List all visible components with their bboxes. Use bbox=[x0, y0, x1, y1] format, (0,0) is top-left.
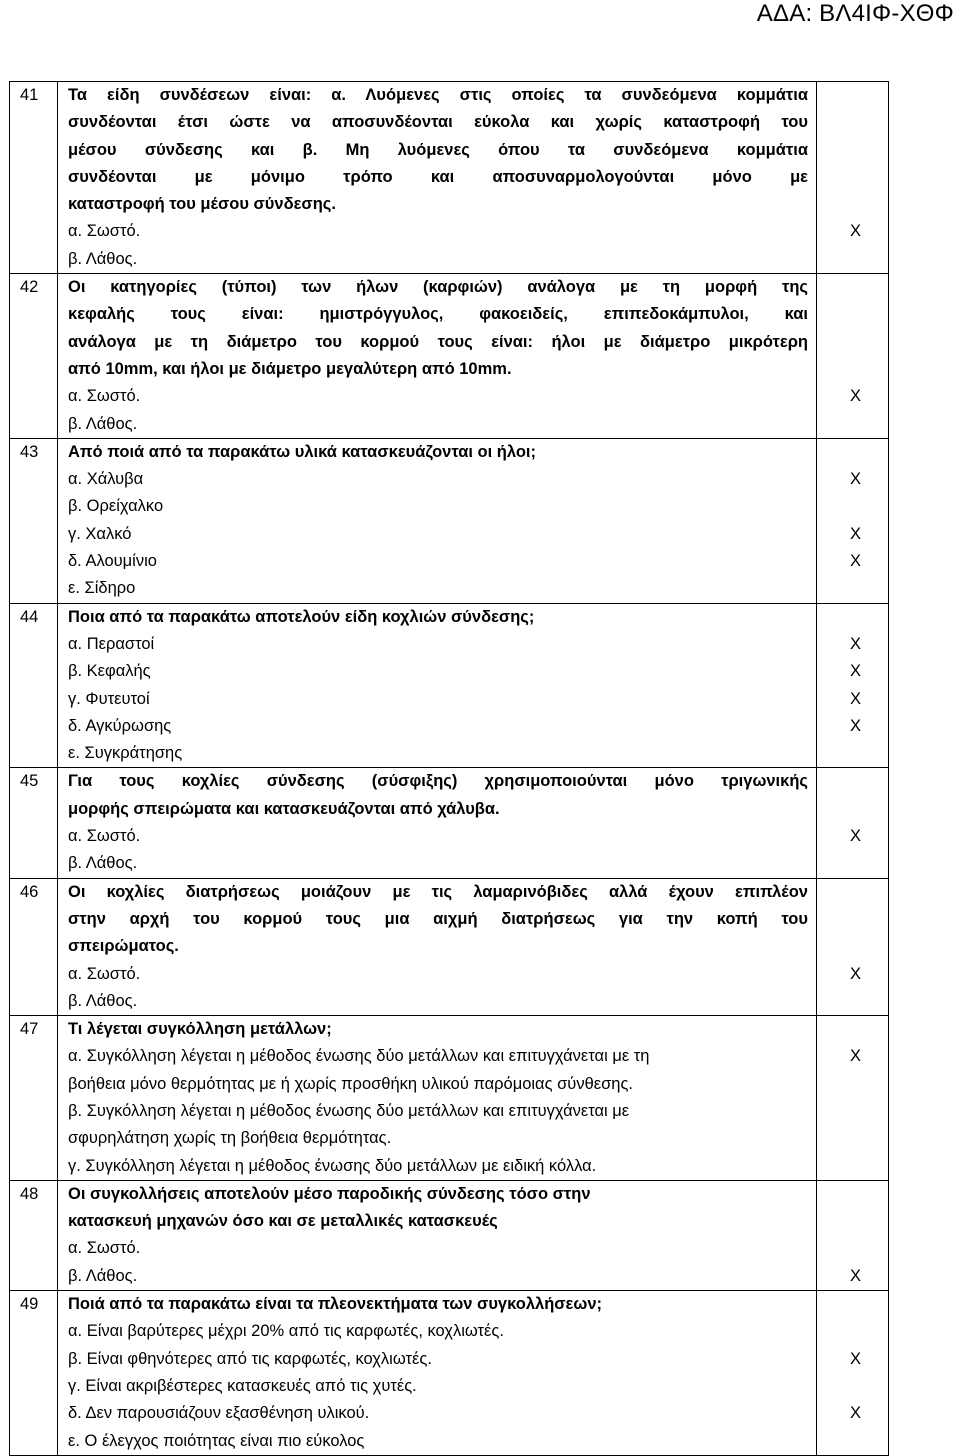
empty-mark bbox=[817, 164, 888, 191]
empty-mark bbox=[817, 274, 888, 301]
empty-mark bbox=[817, 1153, 888, 1180]
answer-mark-cell bbox=[817, 1180, 889, 1290]
document-code: ΑΔΑ: ΒΛ4ΙΦ-ΧΘΦ bbox=[756, 0, 954, 27]
question-text-line: συνδέονται έτσι ώστε να αποσυνδέονται εύκολα και χωρίς καταστροφή του bbox=[68, 113, 808, 132]
answer-option: β. Κεφαλής bbox=[68, 662, 151, 681]
question-number-cell bbox=[10, 1180, 58, 1290]
answer-mark-cell bbox=[817, 603, 889, 768]
answer-option: α. Περαστοί bbox=[68, 634, 155, 653]
question-number: 42 bbox=[20, 278, 39, 297]
answer-mark-cell bbox=[817, 1016, 889, 1181]
question-number: 46 bbox=[20, 882, 39, 901]
question-text-cell bbox=[58, 438, 817, 603]
question-row bbox=[10, 274, 889, 439]
correct-answer-mark: Χ bbox=[849, 1349, 861, 1368]
question-text-line: ανάλογα με τη διάμετρο του κορμού τους είναι: ήλοι με διάμετρο μικρότερη bbox=[68, 332, 808, 351]
answer-option: δ. Δεν παρουσιάζουν εξασθένηση υλικού. bbox=[68, 1404, 370, 1423]
correct-answer-mark: Χ bbox=[849, 689, 861, 708]
answer-option: β. Ορείχαλκο bbox=[68, 497, 164, 516]
correct-answer-mark: Χ bbox=[849, 470, 861, 489]
question-table bbox=[9, 81, 889, 1456]
question-text-line: Ποιά από τα παρακάτω είναι τα πλεονεκτήματα των συγκολλήσεων; bbox=[68, 1295, 602, 1314]
answer-option: α. Συγκόλληση λέγεται η μέθοδος ένωσης δύο μετάλλων και επιτυγχάνεται με τη bbox=[68, 1047, 650, 1066]
correct-answer-mark: Χ bbox=[849, 387, 861, 406]
empty-mark bbox=[817, 82, 888, 109]
question-number: 43 bbox=[20, 442, 39, 461]
answer-mark-cell bbox=[817, 274, 889, 439]
empty-mark bbox=[817, 1428, 888, 1455]
correct-answer-mark: Χ bbox=[849, 1404, 861, 1423]
empty-mark bbox=[817, 906, 888, 933]
correct-answer-mark: Χ bbox=[849, 552, 861, 571]
question-row bbox=[10, 1291, 889, 1456]
empty-mark bbox=[817, 1208, 888, 1235]
empty-mark bbox=[817, 1125, 888, 1152]
answer-option: α. Σωστό. bbox=[68, 222, 141, 241]
answer-option: δ. Αλουμίνιο bbox=[68, 552, 157, 571]
question-number: 47 bbox=[20, 1020, 39, 1039]
empty-mark bbox=[817, 575, 888, 602]
answer-option: α. Σωστό. bbox=[68, 964, 141, 983]
answer-option: α. Σωστό. bbox=[68, 827, 141, 846]
answer-option: βοήθεια μόνο θερμότητας με ή χωρίς προσθήκη υλικού παρόμοιας σύνθεσης. bbox=[68, 1074, 634, 1093]
correct-answer-mark: Χ bbox=[849, 964, 861, 983]
empty-mark bbox=[817, 988, 888, 1015]
question-text-line: στην αρχή του κορμού τους μια αιχμή διατρήσεως για την κοπή του bbox=[68, 909, 808, 928]
answer-option: α. Είναι βαρύτερες μέχρι 20% από τις καρφωτές, κοχλιωτές. bbox=[68, 1322, 504, 1341]
correct-answer-mark: Χ bbox=[849, 716, 861, 735]
question-text-line: Οι συγκολλήσεις αποτελούν μέσο παροδικής σύνδεσης τόσο στην bbox=[68, 1184, 591, 1203]
question-text-cell bbox=[58, 768, 817, 878]
empty-mark bbox=[817, 604, 888, 631]
answer-option: γ. Συγκόλληση λέγεται η μέθοδος ένωσης δύο μετάλλων με ειδική κόλλα. bbox=[68, 1156, 597, 1175]
question-number-cell bbox=[10, 274, 58, 439]
question-number-cell bbox=[10, 603, 58, 768]
question-text-cell bbox=[58, 274, 817, 439]
answer-mark-cell bbox=[817, 1291, 889, 1456]
empty-mark bbox=[817, 356, 888, 383]
question-text-line: καταστροφή του μέσου σύνδεσης. bbox=[68, 195, 336, 214]
question-text-line: Τα είδη συνδέσεων είναι: α. Λυόμενες στις οποίες τα συνδεόμενα κομμάτια bbox=[68, 86, 808, 104]
answer-option: ε. Ο έλεγχος ποιότητας είναι πιο εύκολος bbox=[68, 1431, 365, 1450]
question-text-line: Οι κατηγορίες (τύποι) των ήλων (καρφιών) ανάλογα με τη μορφή της bbox=[68, 278, 808, 297]
empty-mark bbox=[817, 246, 888, 273]
answer-option: β. Λάθος. bbox=[68, 991, 138, 1010]
answer-option: ε. Σίδηρο bbox=[68, 579, 136, 598]
question-number-cell bbox=[10, 82, 58, 274]
answer-option: β. Λάθος. bbox=[68, 414, 138, 433]
question-text-line: από 10mm, και ήλοι με διάμετρο μεγαλύτερη από 10mm. bbox=[68, 359, 512, 378]
answer-option: γ. Φυτευτοί bbox=[68, 689, 150, 708]
empty-mark bbox=[817, 301, 888, 328]
answer-option: σφυρηλάτηση χωρίς τη βοήθεια θερμότητας. bbox=[68, 1129, 392, 1148]
answer-option: ε. Συγκράτησης bbox=[68, 744, 183, 763]
question-number: 41 bbox=[20, 86, 39, 104]
question-text-line: κατασκευή μηχανών όσο και σε μεταλλικές κατασκευές bbox=[68, 1212, 498, 1231]
question-number-cell bbox=[10, 438, 58, 603]
empty-mark bbox=[817, 1181, 888, 1208]
question-text-cell bbox=[58, 603, 817, 768]
correct-answer-mark: Χ bbox=[849, 827, 861, 846]
answer-option: β. Είναι φθηνότερες από τις καρφωτές, κοχλιωτές. bbox=[68, 1349, 432, 1368]
question-text-line: Για τους κοχλίες σύνδεσης (σύσφιξης) χρησιμοποιούνται μόνο τριγωνικής bbox=[68, 772, 808, 791]
answer-option: α. Σωστό. bbox=[68, 387, 141, 406]
question-row bbox=[10, 438, 889, 603]
correct-answer-mark: Χ bbox=[849, 1266, 861, 1285]
question-text-cell bbox=[58, 1016, 817, 1181]
answer-option: δ. Αγκύρωσης bbox=[68, 716, 172, 735]
empty-mark bbox=[817, 1016, 888, 1043]
question-number: 44 bbox=[20, 607, 39, 626]
answer-option: β. Λάθος. bbox=[68, 1266, 138, 1285]
empty-mark bbox=[817, 411, 888, 438]
question-text-line: Τι λέγεται συγκόλληση μετάλλων; bbox=[68, 1020, 332, 1039]
empty-mark bbox=[817, 1291, 888, 1318]
answer-mark-cell bbox=[817, 768, 889, 878]
answer-option: α. Χάλυβα bbox=[68, 470, 144, 489]
question-text-cell bbox=[58, 1180, 817, 1290]
question-number: 45 bbox=[20, 772, 39, 791]
empty-mark bbox=[817, 850, 888, 877]
question-text-cell bbox=[58, 1291, 817, 1456]
empty-mark bbox=[817, 1235, 888, 1262]
correct-answer-mark: Χ bbox=[849, 222, 861, 241]
answer-option: γ. Είναι ακριβέστερες κατασκευές από τις χυτές. bbox=[68, 1376, 417, 1395]
question-number: 49 bbox=[20, 1295, 39, 1314]
question-text-line: Οι κοχλίες διατρήσεως μοιάζουν με τις λαμαρινόβιδες αλλά έχουν επιπλέον bbox=[68, 882, 808, 901]
question-number-cell bbox=[10, 768, 58, 878]
empty-mark bbox=[817, 879, 888, 906]
empty-mark bbox=[817, 493, 888, 520]
question-text-cell bbox=[58, 878, 817, 1015]
empty-mark bbox=[817, 796, 888, 823]
question-text-line: κεφαλής τους είναι: ημιστρόγγυλος, φακοειδείς, επιπεδοκάμπυλοι, και bbox=[68, 305, 808, 324]
empty-mark bbox=[817, 191, 888, 218]
empty-mark bbox=[817, 768, 888, 795]
correct-answer-mark: Χ bbox=[849, 524, 861, 543]
question-row bbox=[10, 768, 889, 878]
question-text-cell bbox=[58, 82, 817, 274]
question-text-line: σπειρώματος. bbox=[68, 937, 179, 956]
question-text-line: μέσου σύνδεσης και β. Μη λυόμενες όπου τα συνδεόμενα κομμάτια bbox=[68, 140, 808, 159]
empty-mark bbox=[817, 329, 888, 356]
question-number-cell bbox=[10, 1016, 58, 1181]
answer-mark-cell bbox=[817, 438, 889, 603]
question-row bbox=[10, 1016, 889, 1181]
question-number: 48 bbox=[20, 1184, 39, 1203]
question-text-line: συνδέονται με μόνιμο τρόπο και αποσυναρμολογούνται μόνο με bbox=[68, 167, 808, 186]
answer-option: β. Συγκόλληση λέγεται η μέθοδος ένωσης δύο μετάλλων και επιτυγχάνεται με bbox=[68, 1101, 630, 1120]
empty-mark bbox=[817, 109, 888, 136]
question-text-line: Από ποιά από τα παρακάτω υλικά κατασκευάζονται οι ήλοι; bbox=[68, 442, 536, 461]
empty-mark bbox=[817, 1373, 888, 1400]
answer-option: β. Λάθος. bbox=[68, 249, 138, 268]
question-number-cell bbox=[10, 878, 58, 1015]
empty-mark bbox=[817, 439, 888, 466]
question-table-body bbox=[10, 82, 889, 1456]
answer-option: β. Λάθος. bbox=[68, 854, 138, 873]
question-number-cell bbox=[10, 1291, 58, 1456]
question-text-line: Ποια από τα παρακάτω αποτελούν είδη κοχλιών σύνδεσης; bbox=[68, 607, 535, 626]
empty-mark bbox=[817, 740, 888, 767]
answer-option: γ. Χαλκό bbox=[68, 524, 132, 543]
question-row bbox=[10, 82, 889, 274]
question-row bbox=[10, 1180, 889, 1290]
correct-answer-mark: Χ bbox=[849, 662, 861, 681]
empty-mark bbox=[817, 933, 888, 960]
question-row bbox=[10, 878, 889, 1015]
answer-option: α. Σωστό. bbox=[68, 1239, 141, 1258]
question-row bbox=[10, 603, 889, 768]
empty-mark bbox=[817, 1098, 888, 1125]
answer-mark-cell bbox=[817, 82, 889, 274]
answer-mark-cell bbox=[817, 878, 889, 1015]
correct-answer-mark: Χ bbox=[849, 634, 861, 653]
correct-answer-mark: Χ bbox=[849, 1047, 861, 1066]
empty-mark bbox=[817, 137, 888, 164]
question-text-line: μορφής σπειρώματα και κατασκευάζονται από χάλυβα. bbox=[68, 799, 500, 818]
empty-mark bbox=[817, 1318, 888, 1345]
empty-mark bbox=[817, 1071, 888, 1098]
